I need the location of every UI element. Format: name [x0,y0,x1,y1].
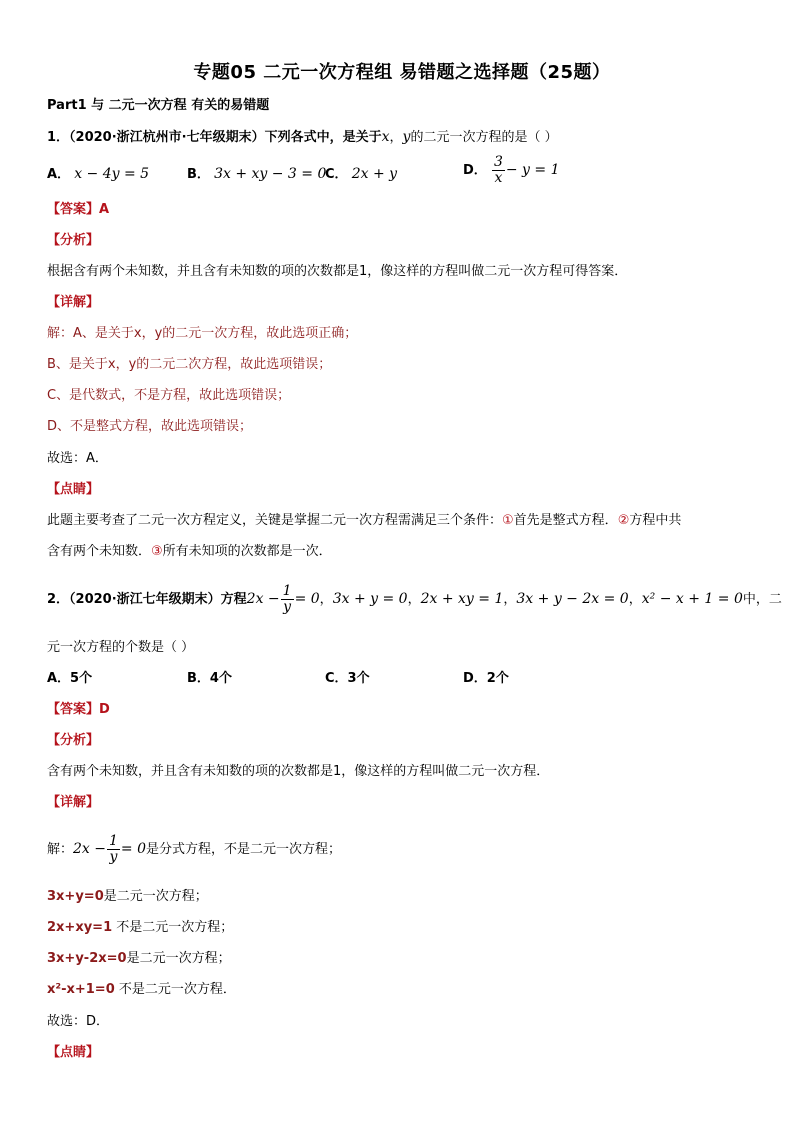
q1-detail-line-5: 故选：A． [47,451,108,466]
q1-analysis: 根据含有两个未知数，并且含有未知数的项的次数都是1，像这样的方程叫做二元一次方程可得答案． [47,264,628,279]
q1-d-denominator: x [494,170,503,186]
q1-detail-line-3: C、是代数式，不是方程，故此选项错误； [47,388,291,403]
q2-detail-line-5: x²-x+1=0 不是二元一次方程． [47,982,236,997]
q2-detail-line-1: 解：2x − $\frac{1}{y}$ = 0是分式方程，不是二元一次方程； [47,833,342,865]
circled-one-icon: ① [502,513,514,528]
q1-analysis-tag: 【分析】 [47,233,100,248]
q2-options [47,670,757,690]
q1-option-c: C． 2x + y [325,166,398,182]
document-page [47,0,782,1123]
q1-stem [47,128,558,147]
q1-comma: ， [389,130,403,145]
q1-options [47,154,757,187]
q2-stem-prefix: 2．（2020·浙江七年级期末）方程 [47,592,247,607]
q1-var-y: y [402,129,411,145]
circled-three-icon: ③ [151,544,163,559]
page-title: 专题05 二元一次方程组 易错题之选择题（25题） [193,62,611,83]
q1-option-a: A． x − 4y = 5 [47,166,150,182]
q2-comment-tag: 【点睛】 [47,1045,100,1060]
q1-var-x: x [381,129,390,145]
q1-comment-line-2: 含有两个未知数．③所有未知项的次数都是一次． [47,544,332,559]
circled-two-icon: ② [617,513,630,528]
q2-detail-line-6: 故选：D． [47,1014,110,1029]
part-heading: Part1 与 二元一次方程 有关的易错题 [47,98,270,113]
q1-option-d: D． $\frac{3}{x}$ − y = 1 [463,154,560,186]
q2-stem-line-2: 元一次方程的个数是（ ） [47,640,195,655]
q1-option-b: B． 3x + xy − 3 = 0 [187,166,327,182]
q2-detail-line-3: 2x+xy=1 不是二元一次方程； [47,920,234,935]
q1-d-numerator: 3 [493,154,503,170]
q2-analysis: 含有两个未知数，并且含有未知数的项的次数都是1，像这样的方程叫做二元一次方程． [47,764,550,779]
q2-option-c: C．3个 [325,671,370,686]
q2-detail-line-2: 3x+y=0是二元一次方程； [47,889,208,904]
q1-comment-tag: 【点睛】 [47,482,100,497]
q2-detail-line-4: 3x+y-2x=0是二元一次方程； [47,951,231,966]
q1-stem-suffix: 的二元一次方程的是（ ） [410,130,558,145]
q1-stem-prefix: 1．（2020·浙江杭州市·七年级期末）下列各式中，是关于 [47,130,382,145]
q1-detail-line-1: 解：A、是关于x，y的二元一次方程，故此选项正确； [47,326,358,341]
q2-detail-tag: 【详解】 [47,795,100,810]
q1-detail-line-4: D、不是整式方程，故此选项错误； [47,419,253,434]
q2-stem: 2．（2020·浙江七年级期末）方程2x − $\frac{1}{y}$ = 0，3x + y = 0，2x + xy = 1，3x + y − 2x = 0，x² − x + 1 = 0中，二 [47,583,782,615]
q1-answer: 【答案】A [47,202,110,217]
q1-comment-line-1: 此题主要考查了二元一次方程定义，关键是掌握二元一次方程需满足三个条件：①首先是整式方程．②方程中共 [47,513,682,528]
q1-detail-tag: 【详解】 [47,295,100,310]
q2-analysis-tag: 【分析】 [47,733,100,748]
q2-answer: 【答案】D [47,702,110,717]
q1-detail-line-2: B、是关于x，y的二元二次方程，故此选项错误； [47,357,332,372]
q2-option-a: A．5个 [47,671,93,686]
q2-option-d: D．2个 [463,671,509,686]
q2-option-b: B．4个 [187,671,232,686]
